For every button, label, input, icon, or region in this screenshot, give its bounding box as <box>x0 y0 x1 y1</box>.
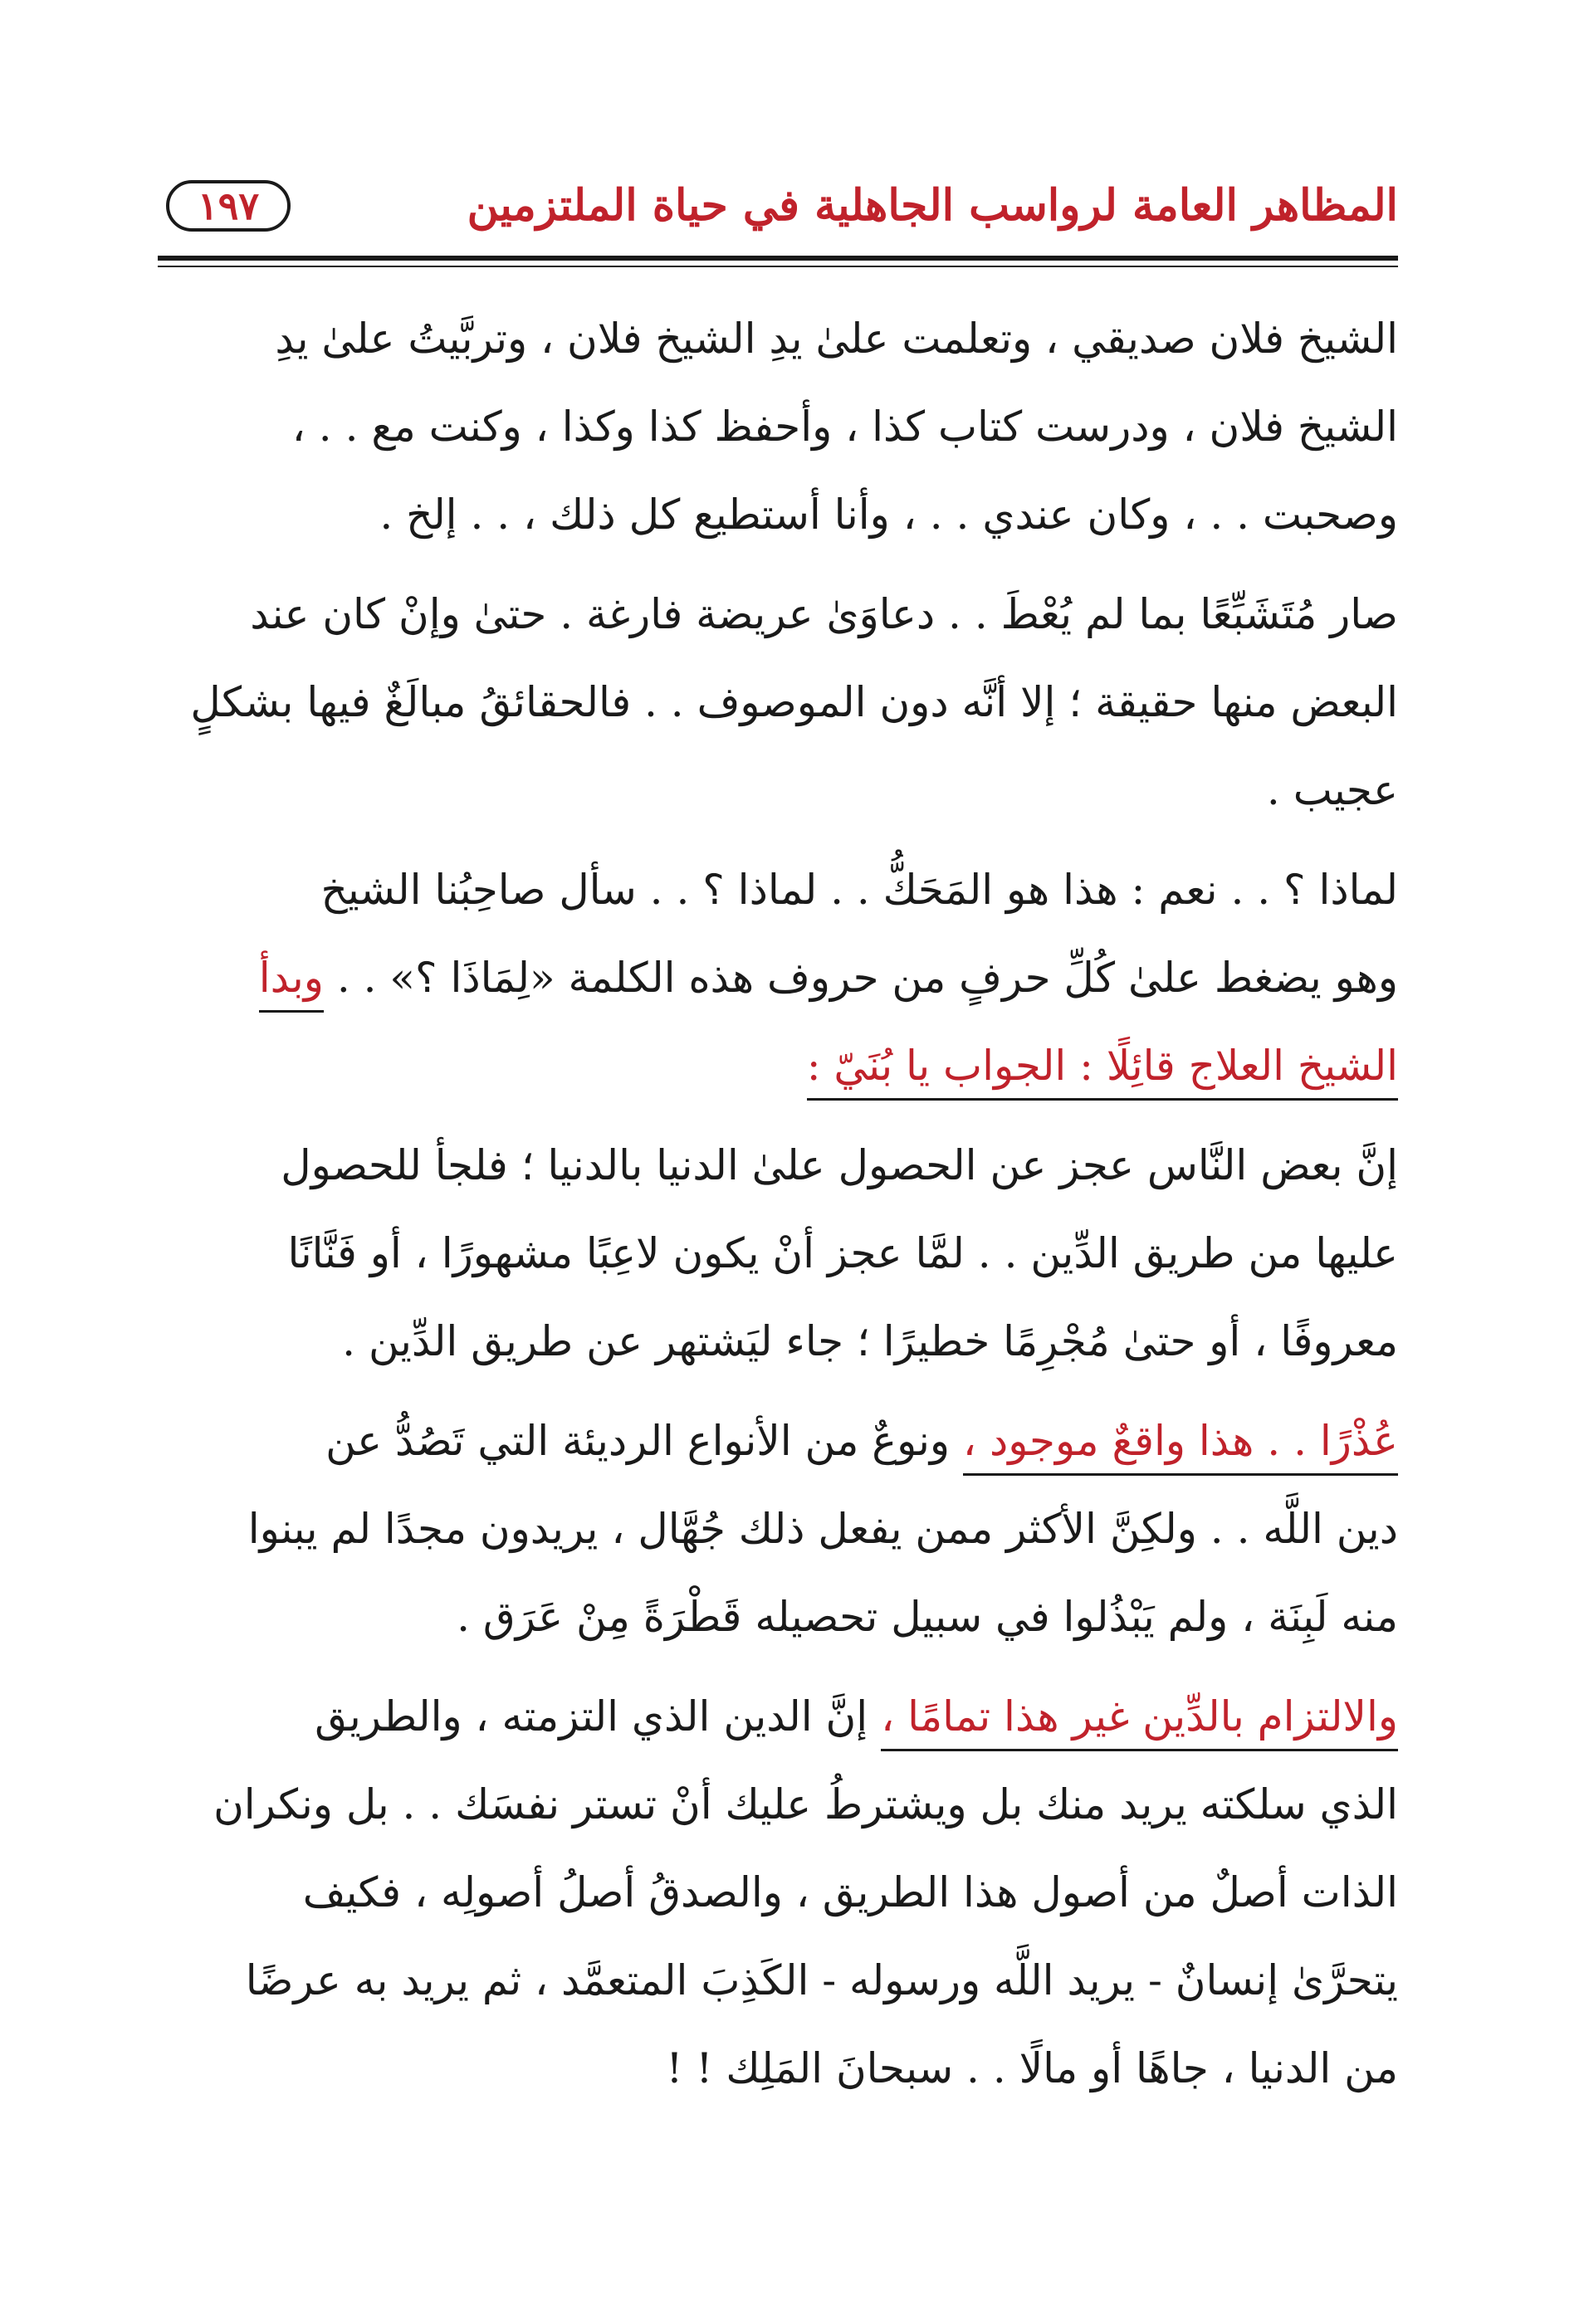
text-line: الشيخ فلان صديقي ، وتعلمت علىٰ يدِ الشيخ فلان ، وتربَّيتُ علىٰ يدِ <box>275 315 1398 363</box>
text-line <box>178 1022 1398 1110</box>
text-line: من الدنيا ، جاهًا أو مالًا . . سبحانَ المَلِك ! ! <box>666 2044 1398 2092</box>
header-rule-thick <box>158 256 1398 261</box>
text-line: يتحرَّىٰ إنسانٌ - يريد اللَّه ورسوله - الكَذِبَ المتعمَّد ، ثم يريد به عرضًا <box>245 1956 1398 2004</box>
header-rule-thin <box>158 266 1398 267</box>
text-run: وهو يضغط علىٰ كُلِّ حرفٍ من حروف هذه الكلمة «لِمَاذَا ؟» . . <box>323 954 1398 1002</box>
paragraph <box>178 1672 1398 2112</box>
text-run: إنَّ الدين الذي التزمته ، والطريق <box>315 1692 882 1741</box>
highlighted-text: عُذْرًا . . هذا واقعٌ موجود ، <box>963 1417 1398 1476</box>
highlighted-text: وبدأ <box>259 954 324 1013</box>
text-run: ونوعٌ من الأنواع الرديئة التي تَصُدُّ عن <box>325 1417 963 1465</box>
text-line: البعض منها حقيقة ؛ إلا أنَّه دون الموصوف . . فالحقائقُ مبالَغٌ فيها بشكلٍ <box>190 678 1398 726</box>
text-line: معروفًا ، أو حتىٰ مُجْرِمًا خطيرًا ؛ جاء ليَشتهر عن طريق الدِّين . <box>342 1317 1398 1365</box>
page-header <box>158 162 1398 253</box>
text-line: الشيخ فلان ، ودرست كتاب كذا ، وأحفظ كذا وكذا ، وكنت مع . . ، <box>291 403 1398 451</box>
text-line <box>178 1397 1398 1485</box>
paragraph <box>178 846 1398 1110</box>
running-title: المظاهر العامة لرواسب الجاهلية في حياة الملتزمين <box>467 180 1398 231</box>
paragraph <box>178 1121 1398 1385</box>
text-line: دين اللَّه . . ولكِنَّ الأكثر ممن يفعل ذلك جُهَّال ، يريدون مجدًا لم يبنوا <box>247 1505 1398 1553</box>
page-body <box>178 295 1398 2124</box>
text-line: إنَّ بعض النَّاس عجز عن الحصول علىٰ الدنيا بالدنيا ؛ فلجأ للحصول <box>281 1141 1398 1189</box>
text-line <box>178 1672 1398 1760</box>
paragraph <box>178 570 1398 834</box>
paragraph <box>178 295 1398 559</box>
text-line: وصحبت . . ، وكان عندي . . ، وأنا أستطيع كل ذلك ، . . إلخ . <box>379 491 1398 539</box>
highlighted-text: الشيخ العلاج قائِلًا : الجواب يا بُنَيّ : <box>807 1042 1398 1101</box>
paragraph <box>178 1397 1398 1661</box>
text-line: عجيب . <box>1266 766 1398 814</box>
page-number-badge: ١٩٧ <box>166 180 291 232</box>
text-line: صار مُتَشَبِّعًا بما لم يُعْطَ . . دعاوَىٰ عريضة فارغة . حتىٰ وإنْ كان عند <box>250 590 1398 638</box>
text-line: الذي سلكته يريد منك بل ويشترطُ عليك أنْ تستر نفسَك . . بل ونكران <box>213 1780 1398 1828</box>
text-line <box>178 934 1398 1022</box>
highlighted-text: والالتزام بالدِّين غير هذا تمامًا ، <box>881 1692 1398 1751</box>
text-line: عليها من طريق الدِّين . . لمَّا عجز أنْ يكون لاعِبًا مشهورًا ، أو فَنَّانًا <box>287 1229 1398 1277</box>
text-line: لماذا ؟ . . نعم : هذا هو المَحَكُّ . . لماذا ؟ . . سأل صاحِبُنا الشيخ <box>320 866 1398 914</box>
text-line: منه لَبِنَة ، ولم يَبْذُلوا في سبيل تحصيله قَطْرَةً مِنْ عَرَق . <box>457 1593 1398 1641</box>
text-line: الذات أصلٌ من أصول هذا الطريق ، والصدقُ أصلُ أصولِه ، فكيف <box>302 1868 1398 1916</box>
